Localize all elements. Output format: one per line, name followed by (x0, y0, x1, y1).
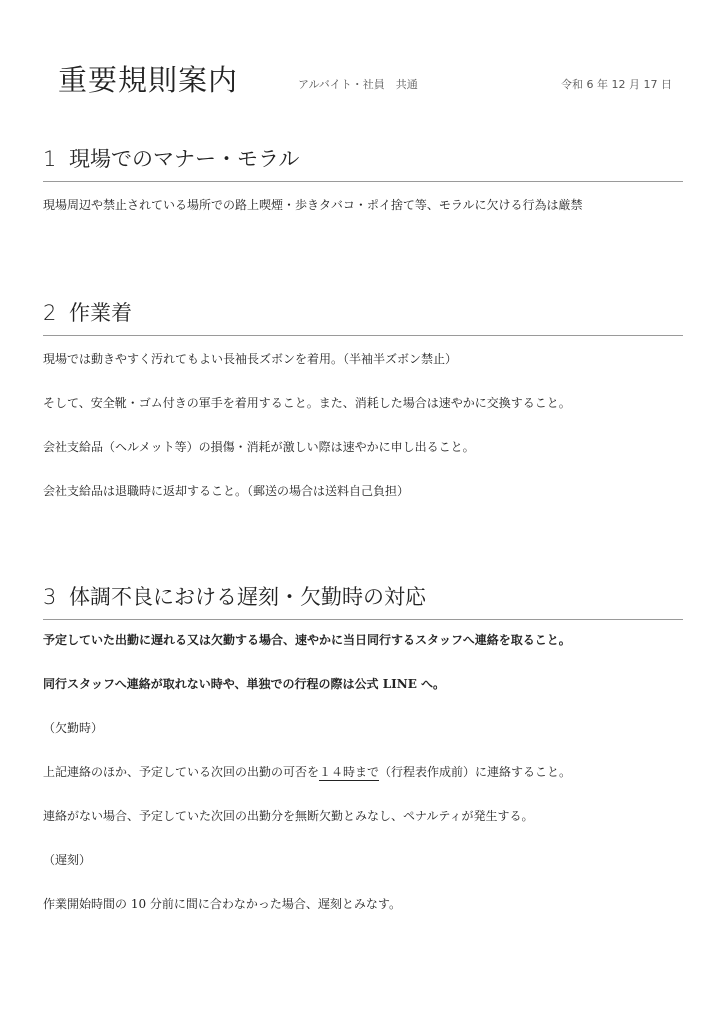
section-title: 作業着 (69, 301, 132, 325)
paragraph: 現場では動きやすく汚れてもよい長袖長ズボンを着用。（半袖半ズボン禁止） (43, 352, 458, 366)
document-header (58, 58, 678, 98)
deadline-underlined: １４時まで (319, 765, 380, 779)
paragraph: 現場周辺や禁止されている場所での路上喫煙・歩きタバコ・ポイ捨て等、モラルに欠ける行為は厳禁 (43, 198, 583, 212)
text-segment: （行程表作成前）に連絡すること。 (379, 765, 572, 779)
paragraph: 作業開始時間の 10 分前に間に合わなかった場合、遅刻とみなす。 (43, 897, 401, 911)
section-title: 体調不良における遅刻・欠勤時の対応 (69, 585, 426, 609)
section-number: 3 (43, 585, 57, 609)
section-heading (43, 297, 683, 336)
section-number: 1 (43, 147, 57, 171)
paragraph: そして、安全靴・ゴム付きの軍手を着用すること。また、消耗した場合は速やかに交換すること。 (43, 396, 571, 410)
section-number: 2 (43, 301, 57, 325)
section-heading (43, 143, 683, 182)
section-absence-policy (43, 581, 683, 912)
text-segment: 上記連絡のほか、予定している次回の出勤の可否を (43, 765, 320, 779)
paragraph-bold: 予定していた出勤に遅れる又は欠勤する場合、速やかに当日同行するスタッフへ連絡を取ること。 (43, 633, 571, 647)
section-title: 現場でのマナー・モラル (69, 147, 300, 171)
document-audience: アルバイト・社員 共通 (298, 78, 418, 91)
document-date: 令和 6 年 12 月 17 日 (561, 78, 672, 91)
paragraph: 会社支給品は退職時に返却すること。（郵送の場合は送料自己負担） (43, 484, 410, 498)
document-title: 重要規則案内 (58, 63, 239, 97)
paragraph: 連絡がない場合、予定していた次回の出勤分を無断欠勤とみなし、ペナルティが発生する。 (43, 809, 534, 823)
paragraph: 会社支給品（ヘルメット等）の損傷・消耗が激しい際は速やかに申し出ること。 (43, 440, 475, 454)
paragraph-bold: 同行スタッフへ連絡が取れない時や、単独での行程の際は公式 LINE へ。 (43, 677, 446, 691)
section-manners (43, 143, 683, 213)
paragraph (43, 763, 683, 780)
subheading-absence: （欠勤時） (43, 721, 104, 735)
section-heading (43, 581, 683, 620)
subheading-lateness: （遅刻） (43, 853, 92, 867)
section-workwear (43, 297, 683, 499)
